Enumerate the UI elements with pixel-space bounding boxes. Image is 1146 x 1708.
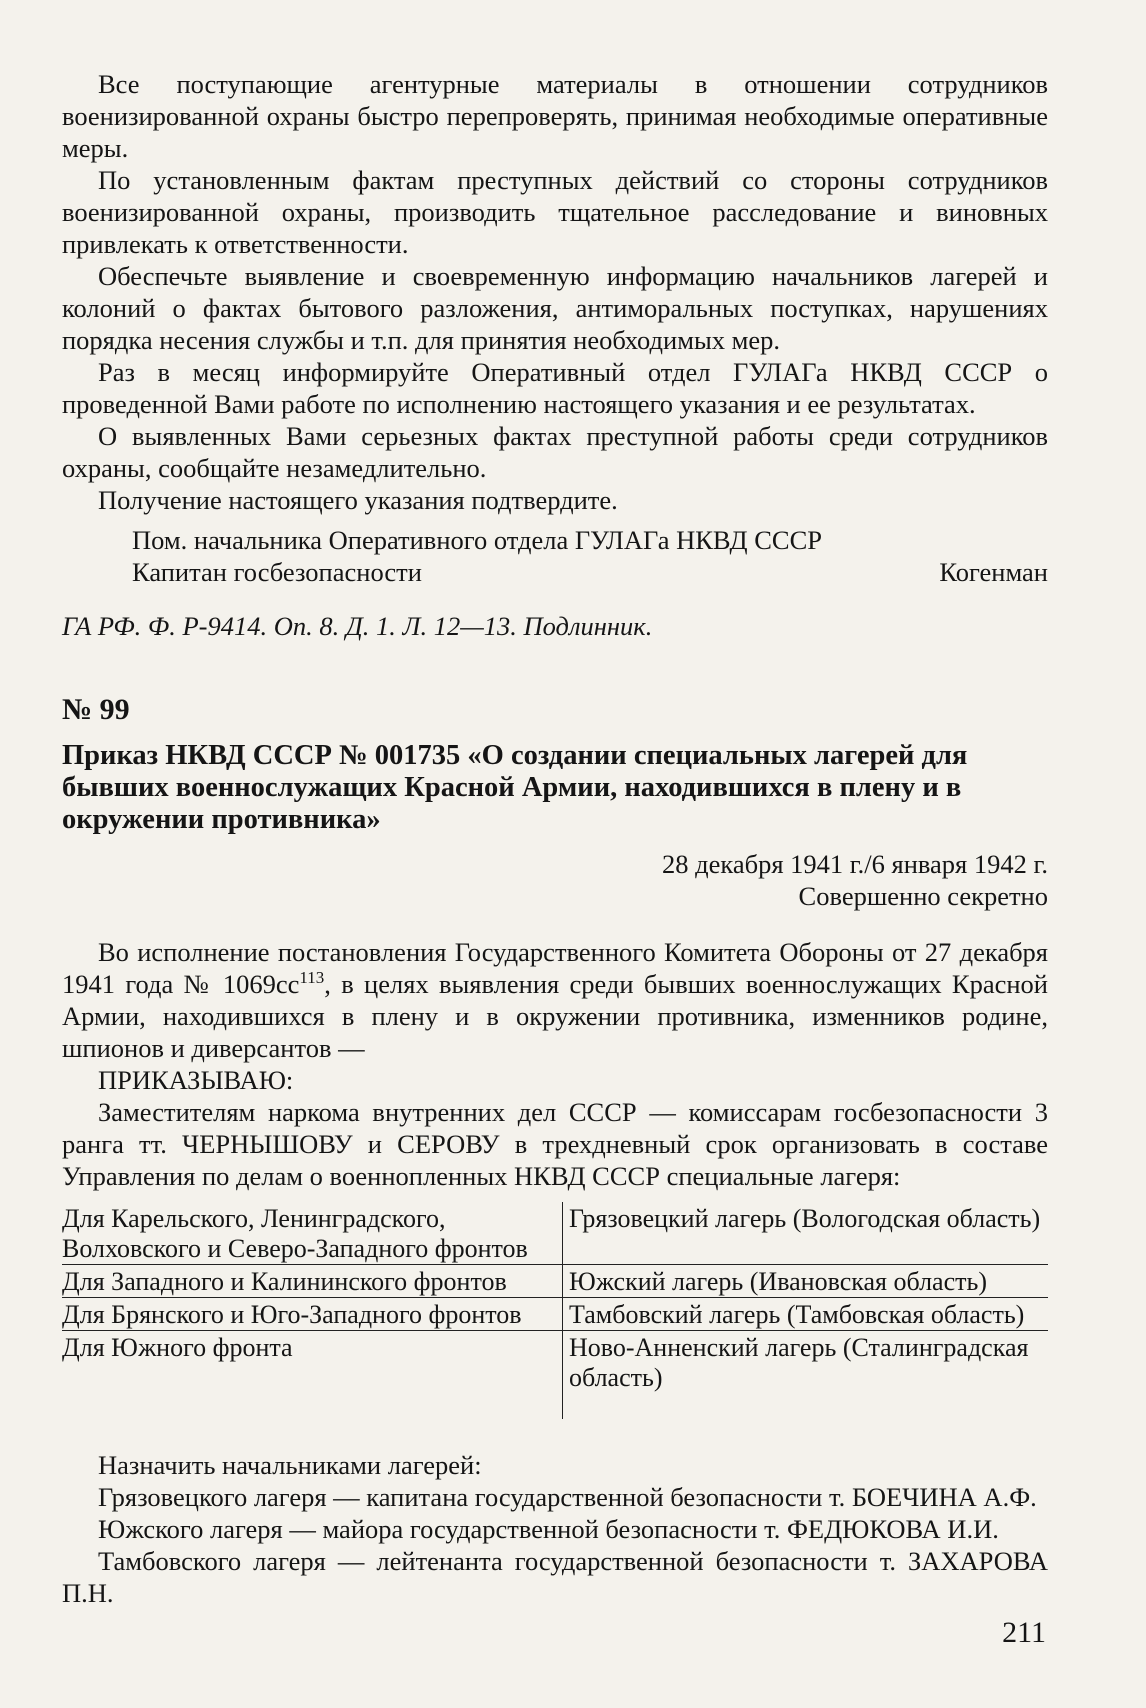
footnote-ref: 113 — [299, 968, 325, 988]
table-row — [62, 1331, 1048, 1420]
camp-cell: Грязовецкий лагерь (Вологодская область) — [563, 1202, 1049, 1265]
order-word: ПРИКАЗЫВАЮ: — [98, 1065, 294, 1095]
classification-stamp: Совершенно секретно — [798, 881, 1048, 911]
document-page — [62, 68, 1048, 1609]
paragraph: По установленным фактам преступных действий со стороны сотрудников военизированной охраны, производить тщательное расследование и виновных привлекать к ответственности. — [62, 165, 1048, 259]
page-number: 211 — [1002, 1616, 1046, 1649]
camps-table — [62, 1202, 1048, 1419]
document-title: Приказ НКВД СССР № 001735 «О создании специальных лагерей для бывших военнослужащих Красной Армии, находившихся в плену и в окружении противника» — [62, 740, 968, 835]
camp-cell: Ново-Анненский лагерь (Сталинградская область) — [569, 1333, 1029, 1392]
paragraph: Получение настоящего указания подтвердите. — [98, 485, 618, 515]
signature-block — [62, 524, 1048, 588]
signature-rank: Капитан госбезопасности — [132, 557, 422, 587]
document-date: 28 декабря 1941 г./6 января 1942 г. — [661, 849, 1048, 879]
intro-paragraph — [62, 936, 1048, 1064]
fronts-cell: Для Западного и Калининского фронтов — [62, 1265, 563, 1298]
intro-text: Во исполнение постановления Государственного Комитета Обороны от 27 декабря 1941 года № 1069сс — [62, 937, 1048, 999]
document-number: № 99 — [62, 693, 130, 726]
intro-text-cont: , в целях выявления среди бывших военнослужащих Красной Армии, находившихся в плену и в окружении противника, изменников родине, шпионов и диверсантов — — [62, 969, 1048, 1063]
fronts-cell: Для Карельского, Ленинградского, Волховского и Северо-Западного фронтов — [62, 1202, 563, 1265]
fronts-cell: Для Южного фронта — [62, 1331, 563, 1420]
paragraph: Все поступающие агентурные материалы в отношении сотрудников военизированной охраны быстро перепроверять, принимая необходимые оперативные меры. — [62, 69, 1048, 163]
signature-name: Когенман — [939, 557, 1048, 587]
signature-position: Пом. начальника Оперативного отдела ГУЛАГа НКВД СССР — [132, 525, 823, 555]
paragraph: Обеспечьте выявление и своевременную информацию начальников лагерей и колоний о фактах бытового разложения, антиморальных поступках, нарушениях порядка несения службы и т.п. для принятия необходимых мер. — [62, 261, 1048, 355]
appointments-heading: Назначить начальниками лагерей: — [98, 1450, 482, 1480]
paragraph: О выявленных Вами серьезных фактах преступной работы среди сотрудников охраны, сообщайте незамедлительно. — [62, 421, 1048, 483]
camp-cell: Тамбовский лагерь (Тамбовская область) — [563, 1298, 1049, 1331]
table-row — [62, 1202, 1048, 1265]
appointment-item: Тамбовского лагеря — лейтенанта государственной безопасности т. ЗАХАРОВА П.Н. — [62, 1546, 1048, 1608]
appointment-item: Грязовецкого лагеря — капитана государственной безопасности т. БОЕЧИНА А.Ф. — [98, 1482, 1037, 1512]
table-row — [62, 1265, 1048, 1298]
paragraph: Раз в месяц информируйте Оперативный отдел ГУЛАГа НКВД СССР о проведенной Вами работе по исполнению настоящего указания и ее результатах. — [62, 357, 1048, 419]
order-text: Заместителям наркома внутренних дел СССР — комиссарам госбезопасности 3 ранга тт. ЧЕРНЫШОВУ и СЕРОВУ в трехдневный срок организовать в составе Управления по делам о военнопленных НКВД СССР специальные лагеря: — [62, 1097, 1048, 1191]
table-row — [62, 1298, 1048, 1331]
appointment-item: Южского лагеря — майора государственной безопасности т. ФЕДЮКОВА И.И. — [98, 1514, 999, 1544]
camp-cell: Южский лагерь (Ивановская область) — [563, 1265, 1049, 1298]
archive-reference: ГА РФ. Ф. Р-9414. Оп. 8. Д. 1. Л. 12—13. Подлинник. — [62, 611, 653, 641]
fronts-cell: Для Брянского и Юго-Западного фронтов — [62, 1298, 563, 1331]
